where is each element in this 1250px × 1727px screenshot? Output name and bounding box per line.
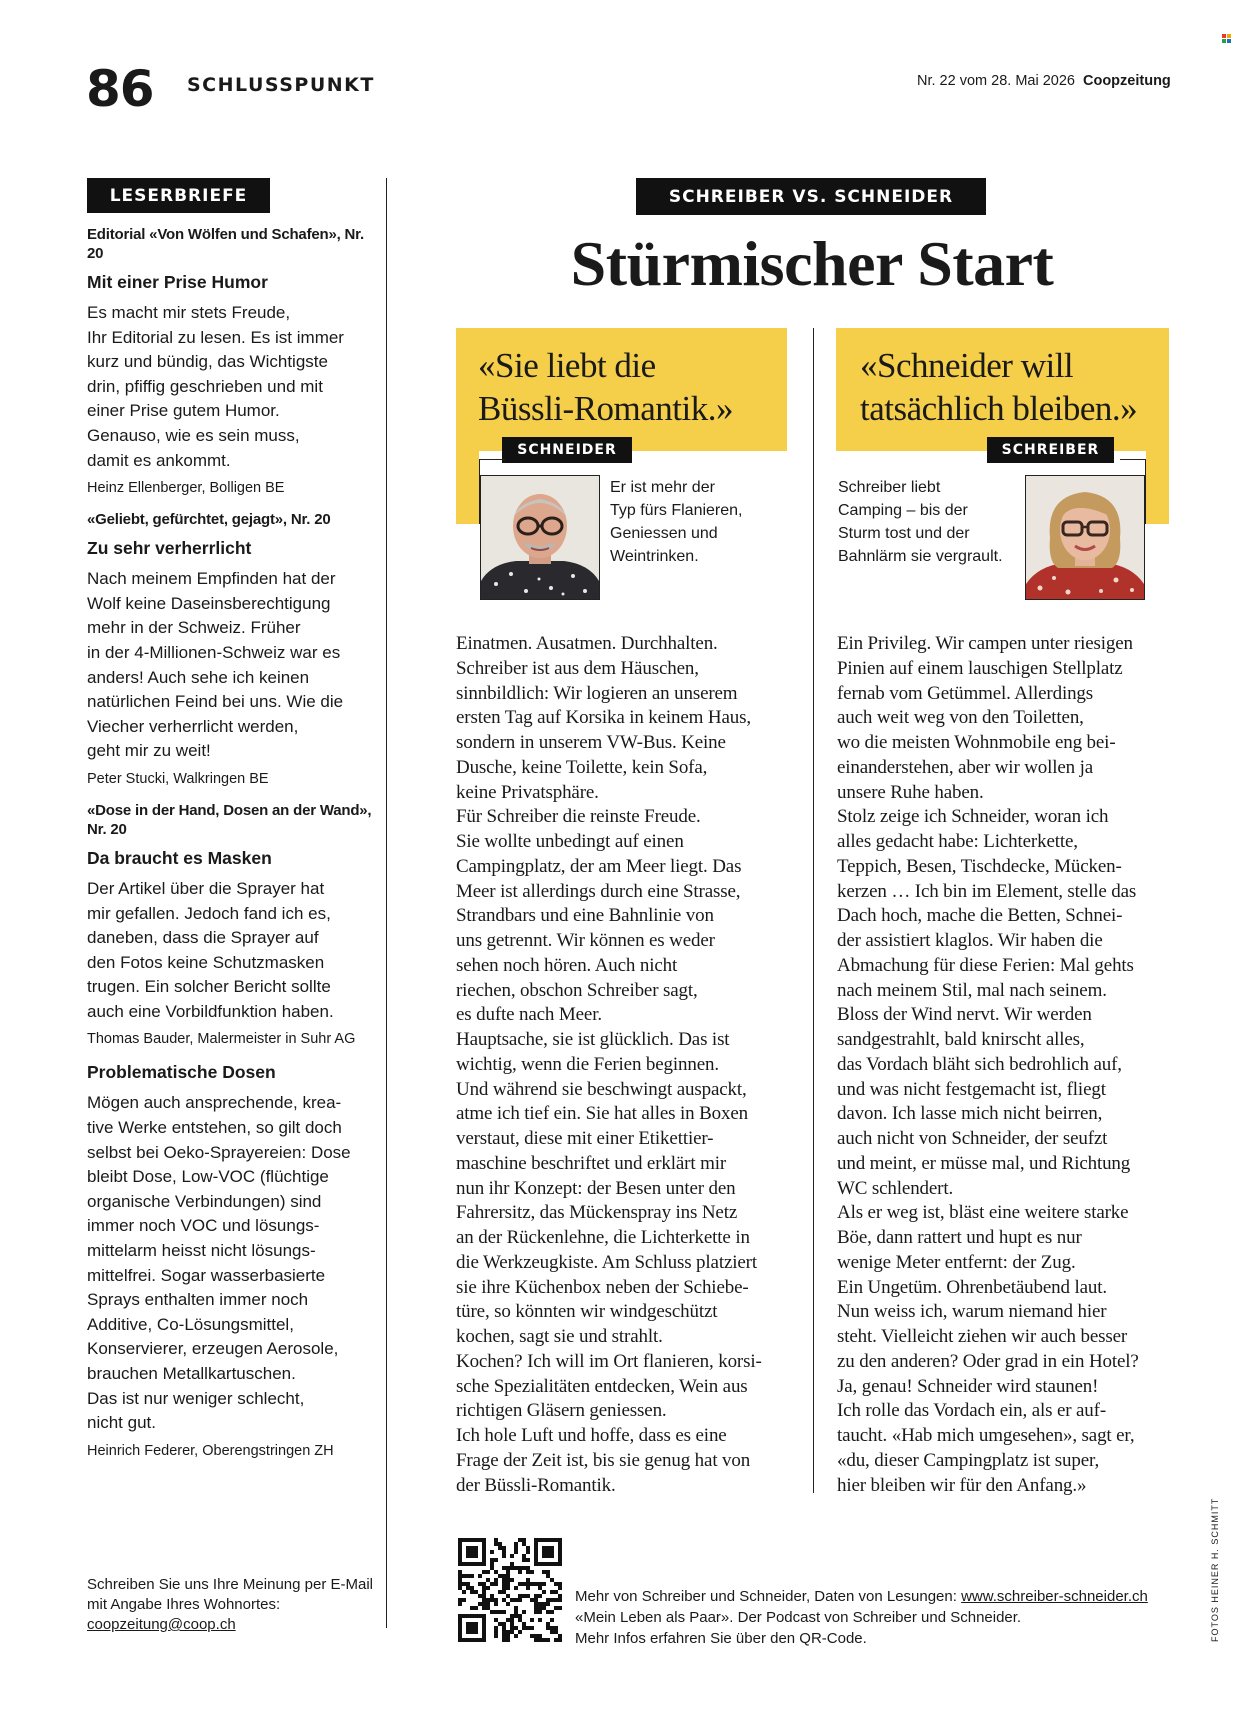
contact-line: mit Angabe Ihres Wohnortes:: [87, 1596, 281, 1613]
article-line: fernab vom Getümmel. Allerdings: [837, 682, 1094, 704]
frame-line: [479, 459, 480, 524]
article-line: wo die meisten Wohnmobile eng bei-: [837, 732, 1116, 753]
article-line: verstaut, diese mit einer Etikettier-: [456, 1128, 714, 1149]
letter-line: natürlichen Feind bei uns. Wie die: [87, 692, 344, 712]
article-line: Hauptsache, sie ist glücklich. Das ist: [456, 1029, 730, 1050]
website-link[interactable]: www.schreiber-schneider.ch: [961, 1588, 1148, 1605]
article-line: der assistiert klaglos. Wir haben die: [837, 930, 1103, 951]
letters-list: [87, 225, 377, 1473]
name-label-schneider: SCHNEIDER: [502, 437, 632, 463]
page-number: 86: [86, 60, 154, 118]
frame-line: [1145, 459, 1146, 524]
letter-line: mir gefallen. Jedoch fand ich es,: [87, 903, 331, 923]
article-line: und meint, er müsse mal, und Richtung: [837, 1152, 1131, 1174]
letter-item: [87, 801, 377, 1050]
letter-line: Sprays enthalten immer noch: [87, 1290, 309, 1310]
article-line: Nun weiss ich, warum niemand hier: [837, 1301, 1107, 1323]
quote-schreiber: «Schneider will tatsächlich bleiben.»: [860, 346, 1138, 428]
letter-title: Problematische Dosen: [87, 1062, 276, 1083]
letters-label: LESERBRIEFE: [87, 178, 270, 213]
column-footer: [575, 1586, 1175, 1649]
letter-line: Mögen auch ansprechende, krea-: [87, 1093, 342, 1113]
section-title: SCHLUSSPUNKT: [187, 74, 375, 96]
portrait-schneider: [480, 475, 600, 600]
article-line: WC schlendert.: [837, 1177, 954, 1199]
letter-line: Wolf keine Daseinsberechtigung: [87, 593, 331, 613]
article-line: Als er weg ist, bläst eine weitere starke: [837, 1202, 1129, 1224]
article-line: wenige Meter entfernt: der Zug.: [837, 1251, 1076, 1273]
letter-line: damit es ankommt.: [87, 450, 231, 470]
letter-line: mittelfrei. Sogar wasserbasierte: [87, 1265, 326, 1285]
footer-line: Mehr Infos erfahren Sie über den QR-Code.: [575, 1630, 867, 1647]
letter-line: organische Verbindungen) sind: [87, 1191, 322, 1211]
article-line: Teppich, Besen, Tischdecke, Mücken-: [837, 855, 1122, 877]
letter-line: nicht gut.: [87, 1413, 156, 1433]
article-line: Einatmen. Ausatmen. Durchhalten.: [456, 633, 718, 654]
letter-line: mehr in der Schweiz. Früher: [87, 618, 301, 638]
article-line: Dach hoch, mache die Betten, Schnei-: [837, 905, 1123, 927]
letter-line: trugen. Ein solcher Bericht sollte: [87, 977, 331, 997]
letter-line: drin, pfiffig geschrieben und mit: [87, 376, 323, 396]
letter-line: Viecher verherrlicht werden,: [87, 716, 299, 736]
column-label: SCHREIBER VS. SCHNEIDER: [636, 178, 986, 215]
letter-item: [87, 1061, 377, 1460]
letter-line: anders! Auch sehe ich keinen: [87, 667, 310, 687]
article-line: Sie wollte unbedingt auf einen: [456, 831, 684, 852]
article-line: zu den anderen? Oder grad in ein Hotel?: [837, 1350, 1139, 1372]
article-line: riechen, obschon Schreiber sagt,: [456, 979, 698, 1001]
article-line: sche Spezialitäten entdecken, Wein aus: [456, 1375, 748, 1397]
article-line: sandgestrahlt, bald knirscht alles,: [837, 1029, 1085, 1050]
contact-line: Schreiben Sie uns Ihre Meinung per E-Mail: [87, 1576, 373, 1593]
letter-line: Konservierer, erzeugen Aerosole,: [87, 1339, 339, 1359]
portrait-woman-icon: [1026, 476, 1144, 599]
frame-line: [479, 459, 505, 460]
qr-code-icon[interactable]: [458, 1538, 562, 1642]
article-line: auch nicht von Schneider, der seufzt: [837, 1128, 1108, 1149]
article-line: Ich rolle das Vordach ein, als er auf-: [837, 1400, 1106, 1422]
footer-line: Mehr von Schreiber und Schneider, Daten von Lesungen:: [575, 1588, 962, 1605]
article-line: davon. Ich lasse mich nicht beirren,: [837, 1103, 1103, 1125]
article-line: Dusche, keine Toilette, kein Sofa,: [456, 756, 708, 778]
letter-line: Der Artikel über die Sprayer hat: [87, 878, 325, 898]
letter-line: mittelarm heisst nicht lösungs-: [87, 1241, 316, 1261]
article-line: steht. Vielleicht ziehen wir auch besser: [837, 1326, 1128, 1347]
note-schreiber: Schreiber liebt Camping – bis der Sturm tost und der Bahnlärm sie vergrault.: [838, 479, 1003, 565]
article-schneider: [456, 632, 801, 1498]
article-line: Schreiber ist aus dem Häuschen,: [456, 657, 699, 679]
letter-line: Es macht mir stets Freude,: [87, 303, 291, 322]
article-line: es dufte nach Meer.: [456, 1004, 602, 1026]
article-line: Kochen? Ich will im Ort flanieren, korsi-: [456, 1350, 762, 1372]
article-line: die Werkzeugkiste. Am Schluss platziert: [456, 1251, 757, 1273]
frame-line: [1120, 459, 1146, 460]
article-line: Ein Privileg. Wir campen unter riesigen: [837, 633, 1133, 654]
photo-credit: FOTOS HEINER H. SCHMITT: [1210, 1497, 1220, 1642]
letter-author: Heinz Ellenberger, Bolligen BE: [87, 480, 285, 497]
letter-title: Mit einer Prise Humor: [87, 272, 268, 292]
letter-line: kurz und bündig, das Wichtigste: [87, 352, 328, 372]
article-line: nach meinem Stil, mal nach seinem.: [837, 979, 1107, 1001]
letter-reference: Editorial «Von Wölfen und Schafen», Nr. 20: [87, 226, 364, 262]
article-line: kerzen … Ich bin im Element, stelle das: [837, 880, 1137, 902]
article-line: alles gedacht habe: Lichterkette,: [837, 831, 1078, 852]
article-line: sondern in unserem VW-Bus. Keine: [456, 732, 726, 753]
article-line: sinnbildlich: Wir logieren an unserem: [456, 682, 738, 704]
letter-line: einer Prise gutem Humor.: [87, 401, 280, 421]
article-line: türe, so könnten wir windgeschützt: [456, 1301, 718, 1323]
article-line: Böe, dann rattert und hupt es nur: [837, 1227, 1082, 1248]
article-line: Frage der Zeit ist, bis sie genug hat von: [456, 1449, 751, 1471]
article-schreiber: [837, 632, 1177, 1498]
article-line: Für Schreiber die reinste Freude.: [456, 806, 701, 828]
article-line: Abmachung für diese Ferien: Mal gehts: [837, 954, 1134, 976]
article-line: Ich hole Luft und hoffe, dass es eine: [456, 1425, 727, 1446]
article-line: atme ich tief ein. Sie hat alles in Boxen: [456, 1103, 748, 1125]
note-schneider: Er ist mehr der Typ fürs Flanieren, Geniessen und Weintrinken.: [610, 479, 743, 565]
letter-line: Genauso, wie es sein muss,: [87, 425, 300, 445]
article-line: Ein Ungetüm. Ohrenbetäubend laut.: [837, 1276, 1107, 1298]
issue-info: Nr. 22 vom 28. Mai 2026: [917, 73, 1075, 89]
letter-reference: «Geliebt, gefürchtet, gejagt», Nr. 20: [87, 511, 331, 529]
letter-line: immer noch VOC und lösungs-: [87, 1216, 320, 1236]
article-line: Stolz zeige ich Schneider, woran ich: [837, 806, 1109, 828]
article-line: Und während sie beschwingt auspackt,: [456, 1078, 747, 1100]
footer-line: «Mein Leben als Paar». Der Podcast von Schreiber und Schneider.: [575, 1609, 1022, 1626]
letter-line: brauchen Metallkartuschen.: [87, 1364, 296, 1383]
article-line: Ja, genau! Schneider wird staunen!: [837, 1375, 1099, 1397]
letter-line: auch eine Vorbildfunktion haben.: [87, 1001, 334, 1021]
article-line: maschine beschriftet und erklärt mir: [456, 1152, 726, 1174]
article-line: der Büssli-Romantik.: [456, 1474, 616, 1496]
article-line: uns getrennt. Wir können es weder: [456, 930, 715, 951]
article-line: hier bleiben wir für den Anfang.»: [837, 1474, 1087, 1496]
letter-line: daneben, dass die Sprayer auf: [87, 928, 319, 948]
article-line: ersten Tag auf Korsika in keinem Haus,: [456, 707, 751, 729]
article-line: auch weit weg von den Toiletten,: [837, 707, 1084, 729]
letter-item: [87, 225, 377, 498]
article-line: an der Rückenlehne, die Lichterkette in: [456, 1227, 750, 1248]
article-line: das Vordach bläht sich bedrohlich auf,: [837, 1053, 1122, 1075]
headline: Stürmischer Start: [570, 228, 1054, 299]
letter-line: selbst bei Oeko-Sprayereien: Dose: [87, 1142, 351, 1162]
article-line: unsere Ruhe haben.: [837, 781, 984, 803]
article-line: Campingplatz, der am Meer liegt. Das: [456, 855, 742, 877]
article-line: Bloss der Wind nervt. Wir werden: [837, 1004, 1092, 1026]
letter-author: Heinrich Federer, Oberengstringen ZH: [87, 1442, 334, 1459]
coop-logo-icon: [1222, 34, 1232, 43]
letter-line: bleibt Dose, Low-VOC (flüchtige: [87, 1167, 329, 1187]
article-line: und was nicht festgemacht ist, fliegt: [837, 1078, 1106, 1100]
letter-line: Additive, Co-Lösungsmittel,: [87, 1314, 294, 1334]
article-line: nun ihr Konzept: der Besen unter den: [456, 1177, 736, 1199]
letter-title: Da braucht es Masken: [87, 847, 272, 868]
article-line: Meer ist allerdings durch eine Strasse,: [456, 880, 741, 902]
letter-line: in der 4-Millionen-Schweiz war es: [87, 642, 341, 662]
letter-line: Ihr Editorial zu lesen. Es ist immer: [87, 327, 344, 347]
letter-line: tive Werke entstehen, so gilt doch: [87, 1118, 342, 1138]
article-line: keine Privatsphäre.: [456, 781, 599, 803]
letters-contact: [87, 1575, 377, 1635]
article-line: Strandbars und eine Bahnlinie von: [456, 905, 714, 927]
article-line: taucht. «Hab mich umgesehen», sagt er,: [837, 1425, 1135, 1446]
center-divider: [813, 328, 814, 1493]
letter-author: Thomas Bauder, Malermeister in Suhr AG: [87, 1031, 356, 1048]
letter-title: Zu sehr verherrlicht: [87, 538, 252, 559]
article-line: wichtig, wenn die Ferien beginnen.: [456, 1053, 719, 1075]
letter-reference: «Dose in der Hand, Dosen an der Wand», Nr. 20: [87, 801, 372, 838]
contact-email-link[interactable]: coopzeitung@coop.ch: [87, 1616, 236, 1633]
brand-name: Coopzeitung: [1083, 73, 1171, 89]
letter-line: den Fotos keine Schutzmasken: [87, 952, 325, 972]
article-line: Pinien auf einem lauschigen Stellplatz: [837, 657, 1123, 679]
article-line: Fahrersitz, das Mückenspray ins Netz: [456, 1202, 738, 1224]
quote-box-tab: [1146, 451, 1169, 524]
portrait-man-icon: [481, 476, 599, 599]
article-line: kochen, sagt sie und strahlt.: [456, 1326, 663, 1347]
column-divider: [386, 178, 387, 1628]
letter-item: [87, 510, 377, 789]
article-line: sehen noch hören. Auch nicht: [456, 954, 678, 976]
letter-line: geht mir zu weit!: [87, 741, 211, 761]
quote-box-tab: [456, 451, 479, 524]
name-label-schreiber: SCHREIBER: [987, 437, 1114, 463]
article-line: «du, dieser Campingplatz ist super,: [837, 1449, 1100, 1471]
portrait-schreiber: [1025, 475, 1145, 600]
letter-author: Peter Stucki, Walkringen BE: [87, 770, 269, 787]
article-line: einanderstehen, aber wir wollen ja: [837, 756, 1094, 778]
article-line: sie ihre Küchenbox neben der Schiebe-: [456, 1276, 749, 1298]
quote-schneider: «Sie liebt die Büssli-Romantik.»: [478, 346, 733, 428]
article-line: richtigen Gläsern geniessen.: [456, 1400, 667, 1422]
letter-line: Das ist nur weniger schlecht,: [87, 1388, 305, 1408]
letter-line: Nach meinem Empfinden hat der: [87, 569, 336, 589]
